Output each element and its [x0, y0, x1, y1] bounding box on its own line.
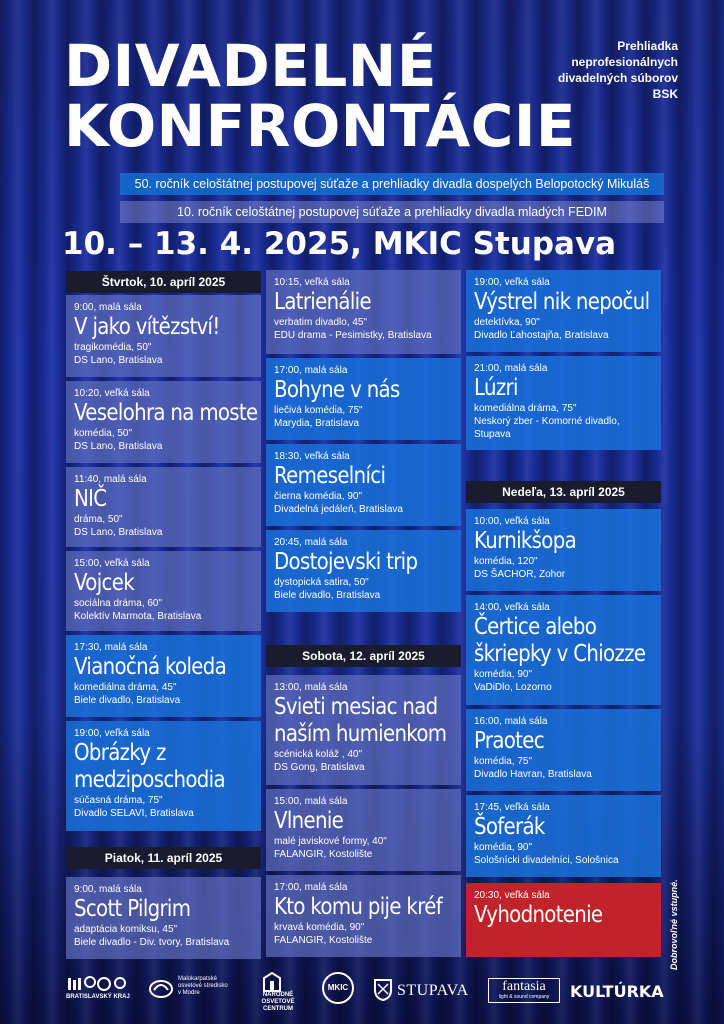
event-group: DS Lano, Bratislava [74, 355, 163, 366]
event-time: 20:30, veľká sála [474, 890, 550, 901]
event-card[interactable] [466, 709, 661, 791]
event-time: 10:00, veľká sála [474, 516, 550, 527]
event-title: Praotec [474, 728, 544, 754]
event-title: Obrázky z medziposchodia [74, 740, 225, 793]
kulturka-logo: KULTÚRKA [570, 982, 664, 1001]
event-group: Divadlo Ľahostajňa, Bratislava [474, 330, 609, 341]
event-time: 11:40, malá sála [74, 474, 147, 485]
event-card[interactable] [66, 721, 261, 831]
event-title: Vlnenie [274, 808, 344, 834]
event-genre: verbatim divadlo, 45" [274, 317, 368, 328]
event-card-evaluation[interactable] [466, 883, 661, 957]
event-time: 10:20, veľká sála [74, 388, 150, 399]
event-group: Kolektív Marmota, Bratislava [74, 611, 202, 622]
day-header-thursday: Štvrtok, 10. apríl 2025 [66, 271, 261, 293]
event-group: FALANGIR, Kostolište [274, 935, 373, 946]
event-group: FALANGIR, Kostolište [274, 849, 373, 860]
event-genre: tragikomédia, 50" [74, 342, 152, 353]
event-card[interactable] [266, 358, 461, 440]
event-genre: komédia, 90" [474, 842, 533, 853]
event-time: 17:30, malá sála [74, 642, 148, 653]
event-card[interactable] [466, 509, 661, 591]
event-time: 17:00, malá sála [274, 882, 348, 893]
event-time: 9:00, malá sála [74, 884, 142, 895]
event-genre: malé javiskové formy, 40" [274, 836, 387, 847]
event-genre: sociálna dráma, 60" [74, 598, 163, 609]
event-group: DS Gong, Bratislava [274, 762, 365, 773]
event-time: 19:00, veľká sála [474, 277, 550, 288]
event-title: Výstrel nik nepočul [474, 289, 650, 315]
event-genre: komediálna dráma, 75" [474, 403, 577, 414]
event-title: Scott Pilgrim [74, 896, 191, 922]
event-title: NIČ [74, 486, 107, 512]
event-group: VaDiDlo, Lozorno [474, 682, 552, 693]
event-card[interactable] [66, 295, 261, 377]
event-card[interactable] [66, 381, 261, 463]
event-genre: súčasná dráma, 75" [74, 795, 163, 806]
event-time: 9:00, malá sála [74, 302, 142, 313]
event-title: Svieti mesiac nad naším humienkom [274, 694, 447, 747]
event-group: Biele divadlo, Bratislava [74, 695, 181, 706]
event-card[interactable] [466, 595, 661, 705]
day-header-saturday: Sobota, 12. apríl 2025 [266, 645, 461, 667]
event-card[interactable] [66, 635, 261, 717]
event-genre: komédia, 50" [74, 428, 133, 439]
event-card[interactable] [266, 675, 461, 785]
noc-emblem-icon [262, 972, 282, 992]
event-title: Veselohra na moste [74, 400, 258, 426]
event-genre: scénická koláž , 40" [274, 749, 363, 760]
event-time: 19:00, veľká sála [74, 728, 150, 739]
day-header-sunday: Nedeľa, 13. apríl 2025 [466, 481, 661, 503]
event-title: Remeselníci [274, 463, 386, 489]
event-group: DS Lano, Bratislava [74, 441, 163, 452]
free-entry-note: Dobrovoľné vstupné. [669, 879, 679, 970]
event-group: Biele divadlo, Bratislava [274, 590, 381, 601]
event-card[interactable] [466, 795, 661, 877]
event-group: DS Lano, Bratislava [74, 527, 163, 538]
event-card[interactable] [66, 551, 261, 631]
event-time: 10:15, veľká sála [274, 277, 350, 288]
event-title: Latrienálie [274, 289, 371, 315]
event-card[interactable] [266, 270, 461, 354]
day-header-friday: Piatok, 11. apríl 2025 [66, 847, 261, 869]
event-time: 15:00, veľká sála [74, 558, 150, 569]
event-time: 17:45, veľká sála [474, 802, 550, 813]
event-title: Kto komu pije kréf [274, 894, 442, 920]
festival-title-line1: DIVADELNÉ [64, 32, 437, 100]
noc-logo: NÁRODNÉ OSVETOVÉ CENTRUM [248, 972, 308, 1010]
event-title: Lúzri [474, 375, 518, 401]
mkic-logo: MKIC [322, 972, 358, 1010]
event-time: 15:00, malá sála [274, 796, 348, 807]
event-genre: liečivá komédia, 75" [274, 405, 363, 416]
event-time: 20:45, malá sála [274, 537, 348, 548]
festival-title-line2: KONFRONTÁCIE [64, 92, 577, 160]
mos-modra-logo: Malokarpatské osvetové stredisko v Modre [148, 972, 238, 1010]
event-time: 21:00, malá sála [474, 363, 548, 374]
event-time: 16:00, malá sála [474, 716, 548, 727]
event-card[interactable] [266, 875, 461, 957]
event-group: EDU drama - Pesimistky, Bratislava [274, 330, 432, 341]
event-time: 18:30, veľká sála [274, 451, 350, 462]
bsk-logo: BRATISLAVSKÝ KRAJ [66, 972, 136, 1010]
event-title: Bohyne v nás [274, 377, 400, 403]
event-genre: komédia, 90" [474, 669, 533, 680]
event-group: Divadlo SELAVI, Bratislava [74, 808, 194, 819]
event-card[interactable] [266, 530, 461, 612]
event-group: Marydia, Bratislava [274, 418, 360, 429]
event-group: DS ŠACHOR, Zohor [474, 569, 566, 580]
event-title: Vojcek [74, 570, 134, 596]
event-genre: komédia, 120" [474, 556, 538, 567]
stupava-logo: STUPAVA [373, 972, 478, 1010]
event-card[interactable] [466, 356, 661, 450]
event-title: Dostojevski trip [274, 549, 418, 575]
event-time: 14:00, veľká sála [474, 602, 550, 613]
event-group: Sološnícki divadelníci, Sološnica [474, 855, 619, 866]
mos-emblem-icon [148, 976, 174, 1002]
event-group: Divadlo Havran, Bratislava [474, 769, 592, 780]
event-genre: komédia, 75" [474, 756, 533, 767]
event-group: Biele divadlo - Div. tvory, Bratislava [74, 937, 230, 948]
event-title: Šoferák [474, 814, 545, 840]
event-genre: komediálna dráma, 45" [74, 682, 177, 693]
event-time: 17:00, malá sála [274, 365, 348, 376]
event-genre: adaptácia komiksu, 45" [74, 924, 178, 935]
event-group: Neskorý zber - Komorné divadlo, Stupava [474, 416, 620, 440]
stupava-crest-icon [373, 978, 393, 1002]
sponsor-logos [60, 972, 670, 1012]
event-title: Vyhodnotenie [474, 902, 603, 928]
event-genre: čierna komédia, 90" [274, 491, 363, 502]
event-group: Divadelná jedáleň, Bratislava [274, 504, 403, 515]
event-card[interactable] [266, 444, 461, 526]
event-genre: dystopická satira, 50" [274, 577, 369, 588]
event-title: V jako vítězství! [74, 314, 220, 340]
event-card[interactable] [266, 789, 461, 871]
edition-strip-youth: 10. ročník celoštátnej postupovej súťaže a prehliadky divadla mladých FEDIM [120, 201, 664, 223]
event-card[interactable] [466, 270, 661, 352]
event-time: 13:00, malá sála [274, 682, 348, 693]
fantasia-logo: fantasia light & sound company [488, 972, 560, 1010]
event-genre: dráma, 50" [74, 514, 123, 525]
event-title: Vianočná koleda [74, 654, 227, 680]
edition-strip-adults: 50. ročník celoštátnej postupovej súťaže a prehliadky divadla dospelých Belopotocký Mikuláš [120, 173, 664, 195]
event-card[interactable] [66, 467, 261, 547]
event-genre: krvavá komédia, 90" [274, 922, 365, 933]
festival-tagline: Prehliadka neprofesionálnych divadelných súborov BSK [557, 39, 678, 101]
event-genre: detektívka, 90" [474, 317, 540, 328]
event-title: Čertice alebo škriepky v Chiozze [474, 614, 646, 667]
bsk-emblem-icon [66, 972, 132, 994]
event-card[interactable] [66, 877, 261, 959]
event-title: Kurnikšopa [474, 528, 577, 554]
festival-dates: 10. – 13. 4. 2025, MKIC Stupava [62, 226, 617, 262]
